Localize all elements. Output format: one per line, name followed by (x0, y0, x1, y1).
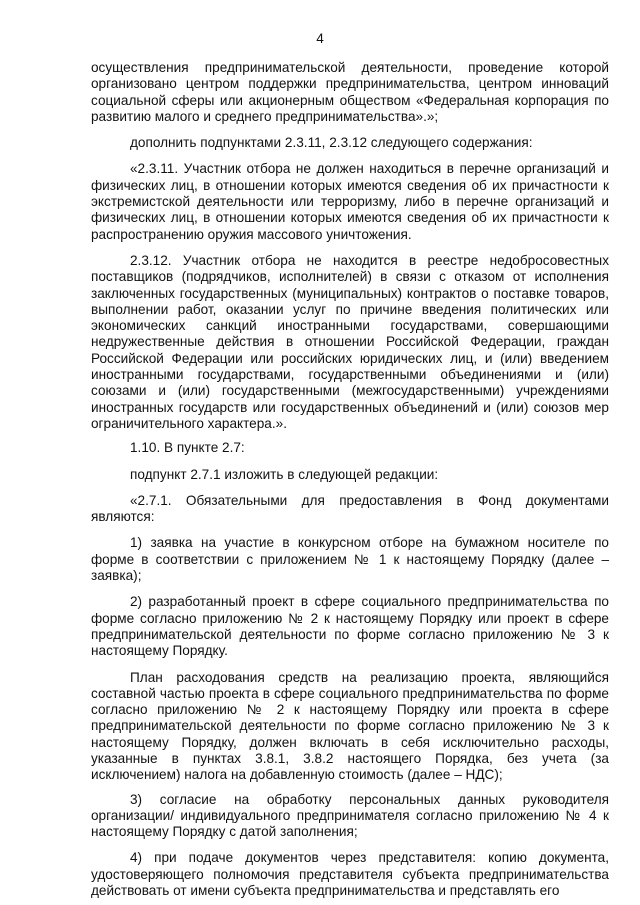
list-item-2: 2) разработанный проект в сфере социального предпринимательства по форме согласно приложению № 2 к настоящему Порядку или проект в сфере предпринимательской деятельности по форме согласно приложению № 3 к настоящему Порядку. (91, 594, 609, 659)
paragraph-2-3-11: «2.3.11. Участник отбора не должен находиться в перечне организаций и физических лиц, в отношении которых имеются сведения об их причастности к экстремистской деятельности или терроризму, либо в перечне организаций и физических лиц, в отношении которых имеются сведения об их причастности к распространению оружия массового уничтожения. (91, 161, 609, 242)
document-body (91, 60, 609, 899)
paragraph-expense-plan: План расходования средств на реализацию проекта, являющийся составной частью проекта в сфере социального предпринимательства по форме согласно приложению № 2 к настоящему Порядку или проекта в сфере предпринимательской деятельности по форме согласно приложению № 3 к настоящему Порядку, должен включать в себя исключительно расходы, указанные в пунктах 3.8.1, 3.8.2 настоящего Порядка, без учета (за исключением) налога на добавленную стоимость (далее – НДС); (91, 669, 609, 783)
page-number: 4 (316, 31, 324, 46)
list-item-1: 1) заявка на участие в конкурсном отборе на бумажном носителе по форме в соответствии с приложением № 1 к настоящему Порядку (далее – заявка); (91, 535, 609, 584)
list-item-4: 4) при подаче документов через представителя: копию документа, удостоверяющего полномочия представителя субъекта предпринимательства действовать от имени субъекта предпринимательства и представлять его (91, 850, 609, 899)
paragraph-2-7-1: «2.7.1. Обязательными для предоставления в Фонд документами являются: (91, 492, 609, 525)
paragraph-1-10: 1.10. В пункте 2.7: (130, 440, 245, 456)
paragraph-2-3-12: 2.3.12. Участник отбора не находится в реестре недобросовестных поставщиков (подрядчиков, исполнителей) в связи с отказом от исполнения заключенных государственных (муниципальных) контрактов о поставке товаров, выполнении работ, оказании услуг по причине введения политических или экономических санкций иностранными государствами, совершающими недружественные действия в отношении Российской Федерации, граждан Российской Федерации или российских юридических лиц, и (или) введением иностранными государствами, государственными объединениями и (или) союзами и (или) государственными (межгосударственными) учреждениями иностранных государств или государственных объединений и (или) союзов мер ограничительного характера.». (91, 252, 609, 431)
paragraph-continuation: осуществления предпринимательской деятельности, проведение которой организовано центром поддержки предпринимательства, центром инноваций социальной сферы или акционерным обществом «Федеральная корпорация по развитию малого и среднего предпринимательства».»; (91, 60, 609, 124)
paragraph-amend-add-subclauses: дополнить подпунктами 2.3.11, 2.3.12 следующего содержания: (130, 135, 533, 151)
list-item-3: 3) согласие на обработку персональных данных руководителя организации/ индивидуального предпринимателя согласно приложению № 4 к настоящему Порядку с датой заполнения; (91, 791, 609, 840)
paragraph-2-7-1-intro: подпункт 2.7.1 изложить в следующей редакции: (130, 466, 439, 482)
